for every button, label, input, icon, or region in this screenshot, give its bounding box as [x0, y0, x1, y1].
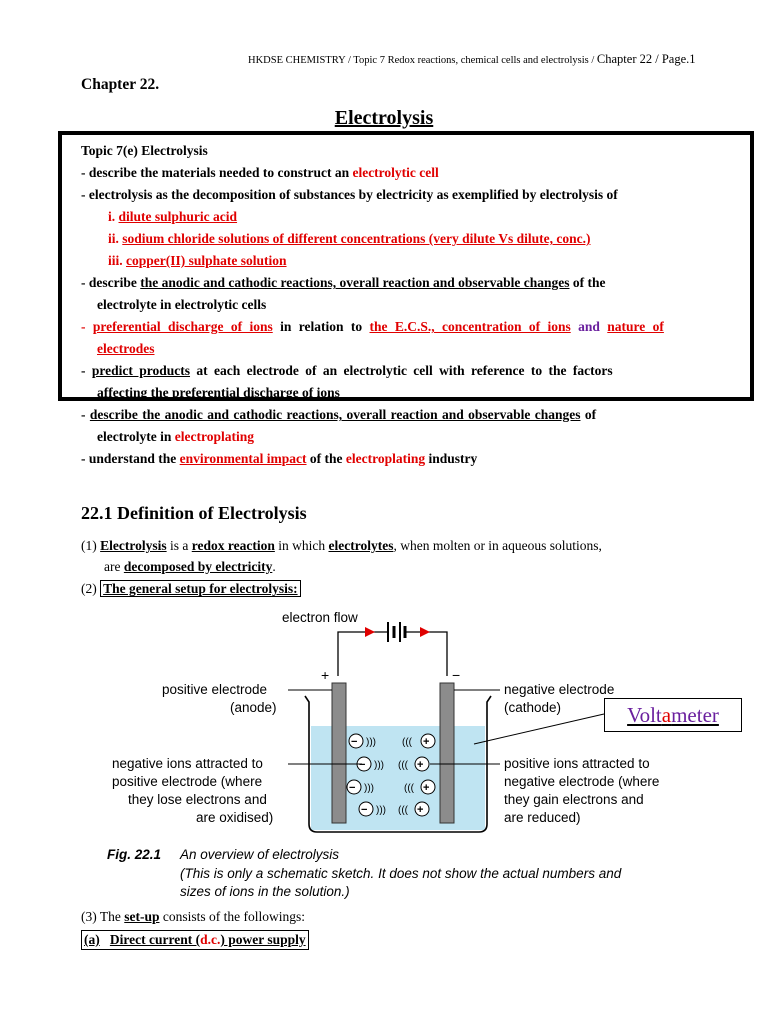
positive-electrode-label: positive electrode: [162, 682, 268, 697]
electron-flow-label: electron flow: [282, 610, 358, 625]
left-ion-text-1: negative ions attracted to: [112, 756, 263, 771]
svg-text:+: +: [417, 804, 424, 816]
header-right: Chapter 22 / Page.1: [596, 52, 696, 66]
svg-text:))): ))): [366, 737, 376, 748]
anode-label: (anode): [230, 700, 277, 715]
left-ion-text-4: are oxidised): [196, 810, 274, 825]
wire-right: [406, 632, 447, 676]
cathode-electrode: [440, 683, 454, 823]
item-a-heading: (a) Direct current (d.c.) power supply: [81, 930, 309, 950]
topic-line-12: - describe the anodic and cathodic reactions, overall reaction and observable changes of: [81, 407, 597, 422]
topic-line-10: - predict products at each electrode of an electrolytic cell with reference to the factors: [81, 363, 613, 378]
svg-text:−: −: [359, 759, 366, 771]
page-header: [248, 52, 696, 67]
svg-text:(((: (((: [402, 737, 412, 748]
topic-line-7: electrolyte in electrolytic cells: [97, 297, 267, 312]
right-ion-text-3: they gain electrons and: [504, 792, 644, 807]
svg-text:(((: (((: [404, 783, 414, 794]
topic-item-iii: iii. copper(II) sulphate solution: [108, 253, 287, 268]
definition-line-2: are decomposed by electricity.: [104, 559, 276, 574]
topic-line-13: electrolyte in electroplating: [97, 429, 254, 444]
cathode-label: (cathode): [504, 700, 562, 715]
definition-line-1: (1) Electrolysis is a redox reaction in which electrolytes, when molten or in aqueous solutions,: [81, 538, 602, 553]
left-ion-text-3: they lose electrons and: [128, 792, 267, 807]
right-ion-text-1: positive ions attracted to: [504, 756, 650, 771]
svg-text:(((: (((: [398, 760, 408, 771]
svg-text:−: −: [351, 736, 358, 748]
svg-text:(((: (((: [398, 805, 408, 816]
setup-consists-line: (3) The set-up consists of the followings:: [81, 909, 306, 924]
leader-voltameter: [474, 714, 604, 744]
anode-electrode: [332, 683, 346, 823]
right-ion-text-4: are reduced): [504, 810, 581, 825]
right-ion-text-2: negative electrode (where: [504, 774, 660, 789]
plus-sign: +: [321, 667, 330, 683]
chapter-label: Chapter 22.: [81, 76, 160, 93]
header-left: HKDSE CHEMISTRY / Topic 7 Redox reactions, chemical cells and electrolysis /: [248, 55, 595, 66]
svg-text:+: +: [417, 759, 424, 771]
topic-line-11: affecting the preferential discharge of ions: [97, 385, 340, 400]
svg-text:−: −: [361, 804, 368, 816]
topic-line-9: electrodes: [97, 341, 155, 356]
topic-line-14: - understand the environmental impact of the electroplating industry: [81, 451, 478, 466]
topic-line-6: - describe the anodic and cathodic reactions, overall reaction and observable changes of the: [81, 275, 606, 290]
svg-text:−: −: [349, 782, 356, 794]
topic-heading: Topic 7(e) Electrolysis: [81, 143, 208, 158]
electron-arrow-left: [365, 627, 375, 637]
figure-number: Fig. 22.1: [107, 847, 162, 862]
voltameter-label: Voltameter: [604, 698, 742, 732]
electron-arrow-right: [420, 627, 430, 637]
negative-electrode-label: negative electrode: [504, 682, 615, 697]
page-title: Electrolysis: [334, 107, 434, 129]
figure-note-1: (This is only a schematic sketch. It does not show the actual numbers and: [180, 866, 622, 881]
svg-text:))): ))): [374, 760, 384, 771]
topic-line-1: - describe the materials needed to construct an electrolytic cell: [81, 165, 439, 180]
topic-line-2: - electrolysis as the decomposition of substances by electricity as exemplified by electrolysis of: [81, 187, 618, 202]
topic-item-i: i. dilute sulphuric acid: [108, 209, 238, 224]
topic-item-ii: ii. sodium chloride solutions of different concentrations (very dilute Vs dilute, conc.): [108, 231, 591, 246]
svg-text:+: +: [423, 782, 430, 794]
electrolysis-diagram: [100, 604, 700, 904]
minus-sign: −: [452, 667, 461, 683]
figure-note-2: sizes of ions in the solution.): [180, 884, 350, 899]
svg-text:+: +: [423, 736, 430, 748]
left-ion-text-2: positive electrode (where: [112, 774, 263, 789]
section-heading: 22.1 Definition of Electrolysis: [81, 503, 307, 523]
svg-text:))): ))): [364, 783, 374, 794]
figure-caption: An overview of electrolysis: [180, 847, 340, 862]
wire-left: [338, 632, 387, 676]
svg-text:))): ))): [376, 805, 386, 816]
topic-line-8: - preferential discharge of ions in relation to the E.C.S., concentration of ions and nature of: [81, 319, 664, 334]
setup-heading: (2) The general setup for electrolysis:: [81, 580, 301, 598]
